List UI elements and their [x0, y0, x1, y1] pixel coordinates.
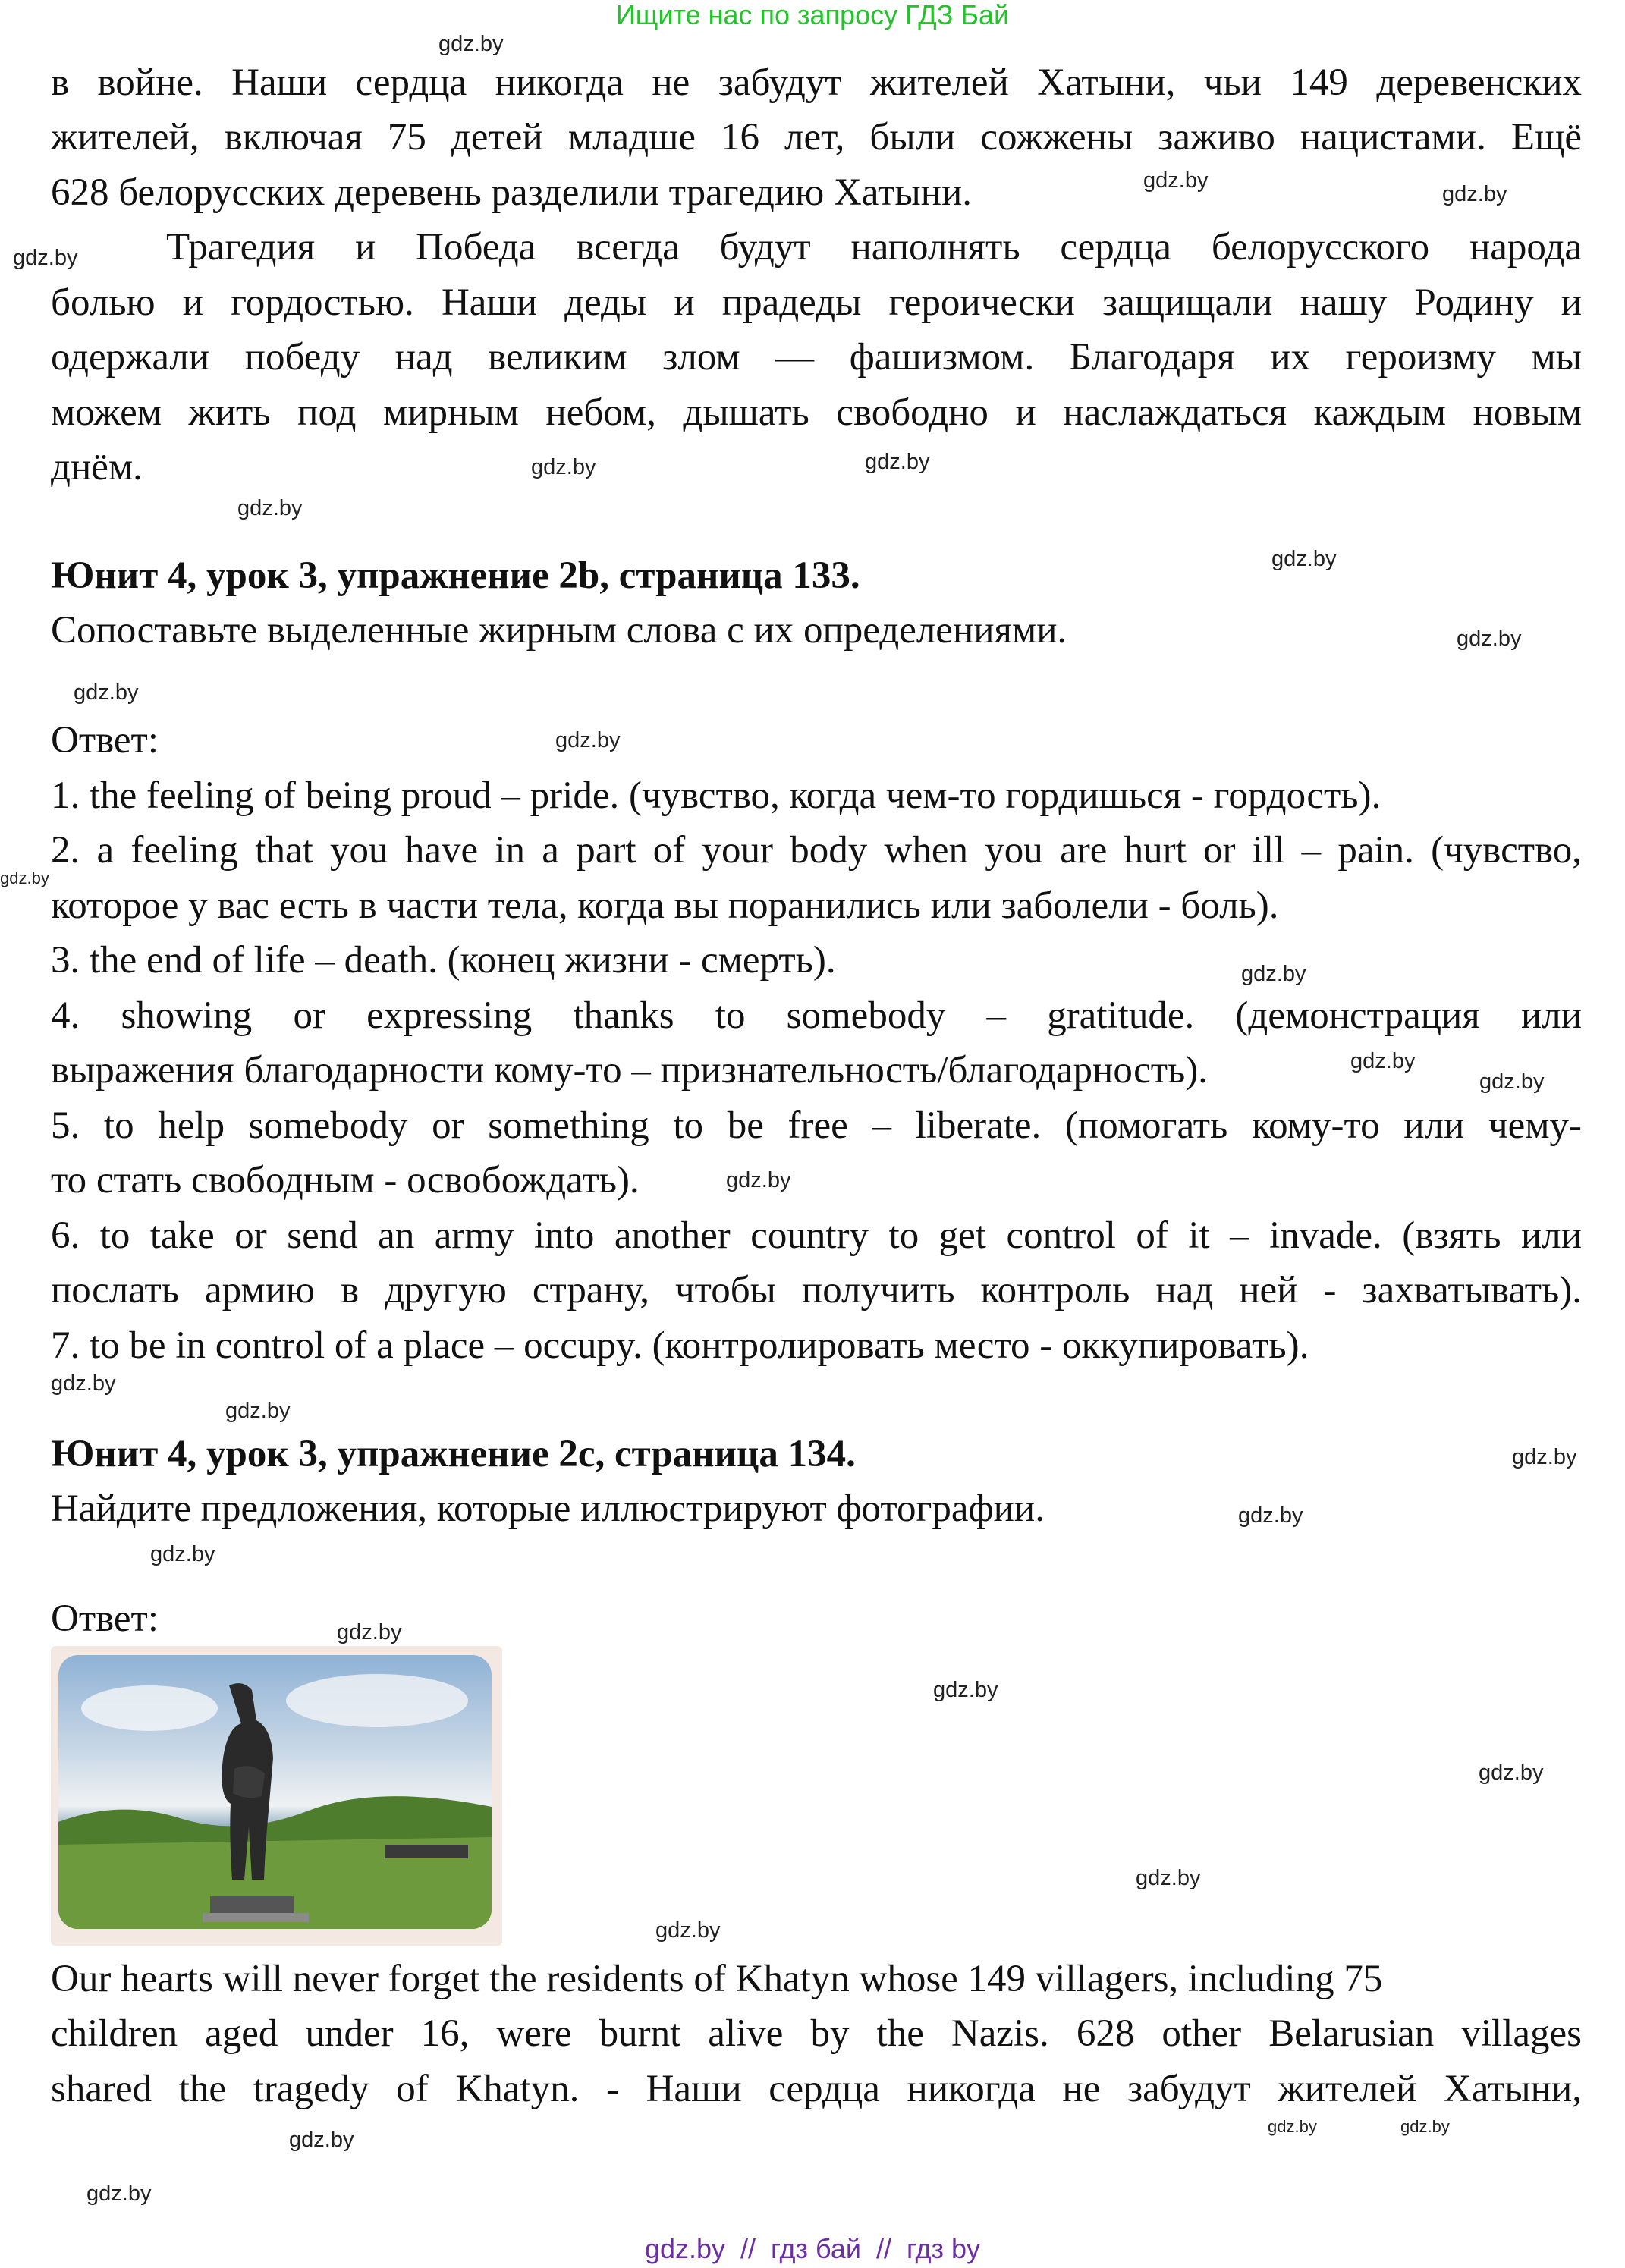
watermark: gdz.by	[438, 32, 504, 56]
watermark: gdz.by	[225, 1399, 291, 1423]
watermark: gdz.by	[1238, 1503, 1303, 1528]
watermark: gdz.by	[1442, 182, 1507, 206]
watermark: gdz.by	[1271, 547, 1337, 571]
watermark: gdz.by	[531, 455, 596, 479]
text-line: жителей, включая 75 детей младше 16 лет, были сожжены заживо нацистами. Ещё	[51, 116, 1582, 159]
answer-line: shared the tragedy of Khatyn. - Наши сердца никогда не забудут жителей Хатыни,	[51, 2068, 1582, 2110]
watermark: gdz.by	[1400, 2117, 1450, 2136]
text-line: в войне. Наши сердца никогда не забудут жителей Хатыни, чьи 149 деревенских	[51, 61, 1582, 104]
answer-line: 4. showing or expressing thanks to somebody – gratitude. (демонстрация или	[51, 994, 1582, 1037]
answer-line: то стать свободным - освобождать).	[51, 1159, 640, 1202]
answer-line: 7. to be in control of a place – occupy. (контролировать место - оккупировать).	[51, 1324, 1309, 1367]
watermark: gdz.by	[1457, 627, 1522, 651]
answer-line: 1. the feeling of being proud – pride. (чувство, когда чем-то гордишься - гордость).	[51, 774, 1381, 817]
watermark: gdz.by	[51, 1371, 116, 1396]
watermark: gdz.by	[655, 1918, 721, 1943]
watermark: gdz.by	[865, 450, 930, 474]
search-banner[interactable]: Ищите нас по запросу ГДЗ Бай	[615, 0, 1010, 30]
watermark: gdz.by	[1479, 1761, 1544, 1785]
watermark: gdz.by	[13, 246, 78, 270]
answer-line: 2. a feeling that you have in a part of your body when you are hurt or ill – pain. (чувство,	[51, 829, 1582, 872]
statue-illustration	[58, 1655, 492, 1929]
answer-line: которое у вас есть в части тела, когда вы поранились или заболели - боль).	[51, 884, 1279, 927]
watermark: gdz.by	[1241, 962, 1306, 986]
answer-label: Ответ:	[51, 719, 159, 762]
text-line: днём.	[51, 446, 143, 488]
answer-line: 3. the end of life – death. (конец жизни - смерть).	[51, 939, 836, 982]
watermark: gdz.by	[726, 1168, 791, 1192]
answer-line: 5. to help somebody or something to be free – liberate. (помогать кому-то или чему-	[51, 1104, 1582, 1147]
watermark: gdz.by	[337, 1620, 402, 1644]
task-text: Найдите предложения, которые иллюстрируют фотографии.	[51, 1487, 1045, 1530]
section-heading: Юнит 4, урок 3, упражнение 2c, страница 134.	[51, 1433, 856, 1475]
watermark: gdz.by	[86, 2182, 152, 2206]
watermark: gdz.by	[1512, 1445, 1577, 1469]
text-line: одержали победу над великим злом — фашизмом. Благодаря их героизму мы	[51, 336, 1582, 379]
answer-line: послать армию в другую страну, чтобы получить контроль над ней - захватывать).	[51, 1269, 1582, 1311]
answer-line: 6. to take or send an army into another country to get control of it – invade. (взять или	[51, 1214, 1582, 1257]
text-line: болью и гордостью. Наши деды и прадеды героически защищали нашу Родину и	[51, 281, 1582, 324]
watermark: gdz.by	[1268, 2117, 1317, 2136]
answer-label: Ответ:	[51, 1597, 159, 1640]
text-line: 628 белорусских деревень разделили трагедию Хатыни.	[51, 171, 973, 214]
watermark: gdz.by	[555, 728, 621, 752]
watermark: gdz.by	[1350, 1049, 1416, 1073]
watermark: gdz.by	[150, 1542, 215, 1566]
answer-line: выражения благодарности кому-то – признательность/благодарность).	[51, 1049, 1209, 1092]
watermark: gdz.by	[1479, 1070, 1545, 1094]
watermark: gdz.by	[289, 2128, 354, 2152]
watermark: gdz.by	[1143, 168, 1209, 193]
text-line: Трагедия и Победа всегда будут наполнять сердца белорусского народа	[166, 226, 1582, 269]
text-line: можем жить под мирным небом, дышать свободно и наслаждаться каждым новым	[51, 391, 1582, 434]
answer-line: Our hearts will never forget the residents of Khatyn whose 149 villagers, including 75	[51, 1958, 1383, 2000]
watermark: gdz.by	[237, 496, 303, 520]
footer-links[interactable]: gdz.by // гдз бай // гдз by	[644, 2233, 981, 2264]
watermark: gdz.by	[74, 680, 139, 705]
task-text: Сопоставьте выделенные жирным слова с их определениями.	[51, 609, 1067, 652]
watermark: gdz.by	[0, 869, 49, 887]
khatyn-memorial-photo	[51, 1646, 502, 1946]
section-heading: Юнит 4, урок 3, упражнение 2b, страница 133.	[51, 554, 860, 597]
answer-line: children aged under 16, were burnt alive by the Nazis. 628 other Belarusian villages	[51, 2012, 1582, 2055]
watermark: gdz.by	[933, 1678, 998, 1702]
watermark: gdz.by	[1136, 1866, 1201, 1890]
